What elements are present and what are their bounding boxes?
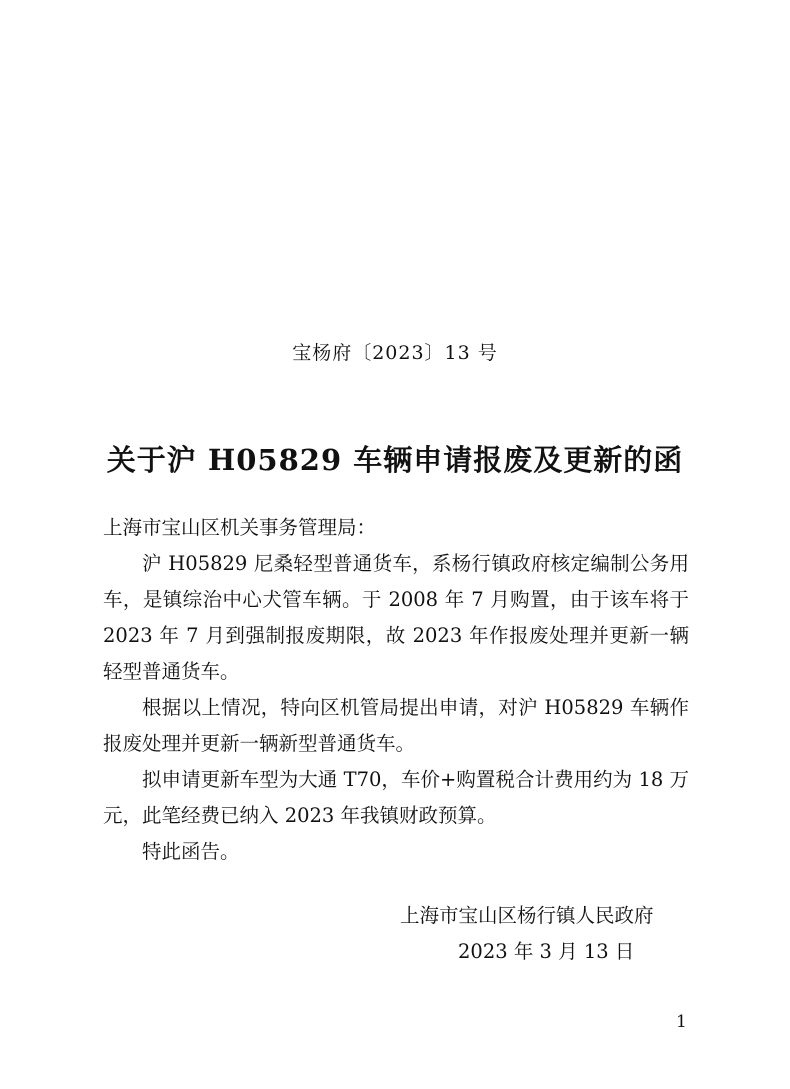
body-paragraph-4: 特此函告。 xyxy=(142,840,240,863)
body-paragraph-1: 沪 H05829 尼桑轻型普通货车，系杨行镇政府核定编制公务用车，是镇综治中心犬管车辆。于 2008 年 7 月购置，由于该车将于 2023 年 7 月到强制报废期限，故 2023 年作报废处理并更新一辆轻型普通货车。 xyxy=(103,552,689,683)
page-number: 1 xyxy=(676,1012,687,1032)
document-title: 关于沪 H05829 车辆申请报废及更新的函 xyxy=(106,443,684,477)
signing-date: 2023 年 3 月 13 日 xyxy=(458,940,635,963)
signing-organization: 上海市宝山区杨行镇人民政府 xyxy=(400,904,654,927)
document-number: 宝杨府〔2023〕13 号 xyxy=(292,342,498,364)
signature-block xyxy=(400,898,654,970)
salutation: 上海市宝山区机关事务管理局： xyxy=(103,516,377,539)
body-paragraph-3: 拟申请更新车型为大通 T70，车价+购置税合计费用约为 18 万元，此笔经费已纳入 2023 年我镇财政预算。 xyxy=(103,768,689,827)
body-paragraph-2: 根据以上情况，特向区机管局提出申请，对沪 H05829 车辆作报废处理并更新一辆新型普通货车。 xyxy=(103,696,689,755)
document-body xyxy=(103,510,689,870)
